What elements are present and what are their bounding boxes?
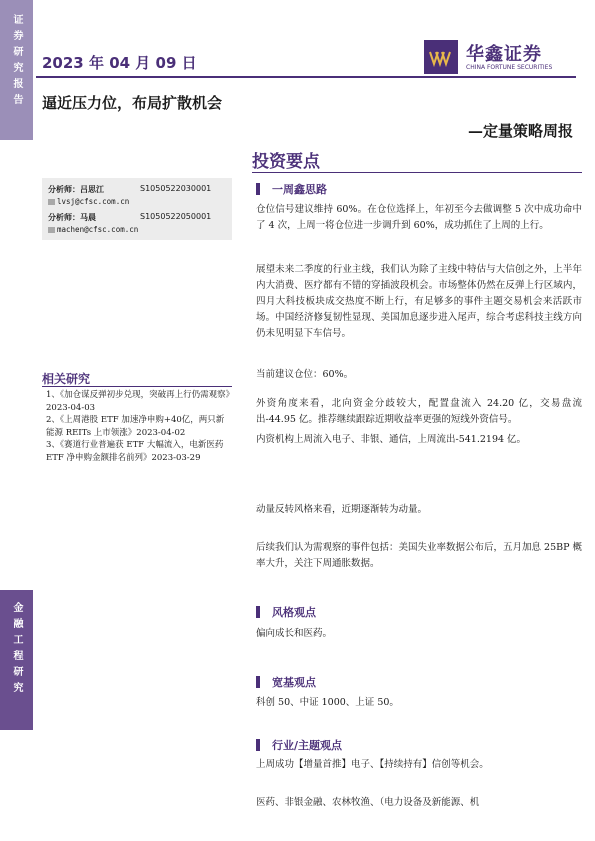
section-heading: 投资要点	[252, 152, 320, 172]
subsection-weekly: 一周鑫思路	[256, 181, 327, 197]
paragraph: 当前建议仓位：60%。	[256, 369, 354, 380]
subsection-industry: 行业/主题观点	[256, 737, 342, 753]
related-item[interactable]: 1、《加仓谋反弹初步兑现，突破再上行仍需观察》2023-04-03	[46, 390, 230, 413]
paragraph: 动量反转风格来看，近期逐渐转为动量。	[256, 504, 428, 515]
analyst-2-email[interactable]: machen@cfsc.com.cn	[48, 225, 138, 234]
paragraph: 内资机构上周流入电子、非银、通信，上周流出-541.2194 亿。	[256, 434, 527, 445]
paragraph: 仓位信号建议维持 60%。在仓位选择上，年初至今去做调整 5 次中成功命中了 4 次，上周一将仓位进一步调升到 60%，成功抓住了上周的上行。	[256, 204, 582, 231]
paragraph: 科创 50、中证 1000、上证 50。	[256, 697, 399, 708]
section-bar-icon	[256, 676, 260, 688]
logo-mark-icon	[424, 40, 458, 74]
report-date: 2023 年 04 月 09 日	[42, 54, 197, 72]
analyst-1-code: S1050522030001	[140, 184, 212, 193]
section-bar-icon	[256, 606, 260, 618]
analyst-2-code: S1050522050001	[140, 212, 212, 221]
subsection-broad: 宽基观点	[256, 674, 316, 690]
analyst-2	[48, 212, 212, 223]
report-subtitle: —定量策略周报	[467, 122, 573, 140]
related-research-list	[46, 389, 230, 464]
related-item[interactable]: 2、《上周港股 ETF 加速净申购+40亿，两只新能源 REITs 上市领涨》2023-04-02	[46, 415, 225, 438]
analyst-box	[42, 178, 232, 240]
paragraph: 偏向成长和医药。	[256, 628, 333, 639]
paragraph: 展望未来二季度的行业主线，我们认为除了主线中特估与大信创之外，上半年内大消费、医疗都有不错的穿插波段机会。市场整体仍然在反弹上行区域内，四月大科技板块成交热度不断上行，有足够多的事件主题交易机会来活跃市场。中国经济修复韧性显现、美国加息逐步进入尾声，综合考虑科技主线方向仍未见明显下车信号。	[256, 264, 582, 339]
paragraph: 医药、非银金融、农林牧渔、（电力设备及新能源、机	[256, 797, 480, 808]
section-bar-icon	[256, 739, 260, 751]
analyst-2-name: 分析师：马晨	[48, 213, 96, 222]
paragraph: 上周成功【增量首推】电子、【持续持有】信创等机会。	[256, 759, 489, 770]
header-divider	[36, 76, 576, 78]
company-logo	[424, 40, 586, 74]
logo-text-cn: 华鑫证券	[466, 44, 542, 65]
report-title: 逼近压力位，布局扩散机会	[42, 94, 223, 112]
paragraph: 后续我们认为需观察的事件包括：美国失业率数据公布后，五月加息 25BP 概率大升，关注下周通胀数据。	[256, 542, 583, 569]
section-bar-icon	[256, 183, 260, 195]
sidebar-bottom-label: 金融工程研究	[11, 602, 22, 698]
email-icon	[48, 199, 55, 205]
analyst-1	[48, 184, 212, 195]
subsection-style: 风格观点	[256, 604, 316, 620]
email-icon	[48, 227, 55, 233]
analyst-1-name: 分析师：吕思江	[48, 185, 104, 194]
analyst-1-email[interactable]: lvsj@cfsc.com.cn	[48, 197, 129, 206]
related-research-heading: 相关研究	[42, 372, 91, 386]
related-item[interactable]: 3、《赛道行业普遍获 ETF 大幅流入，电新医药 ETF 净申购金额排名前列》2023-03-29	[46, 440, 224, 463]
related-divider	[42, 386, 232, 387]
sidebar-top-label: 证券研究报告	[11, 14, 22, 110]
section-divider	[252, 172, 582, 173]
paragraph: 外资角度来看，北向资金分歧较大，配置盘流入 24.20 亿，交易盘流出-44.95 亿。推荐继续跟踪近期收益率更强的短线外资信号。	[256, 398, 582, 425]
logo-text-en: CHINA FORTUNE SECURITIES	[466, 64, 553, 71]
